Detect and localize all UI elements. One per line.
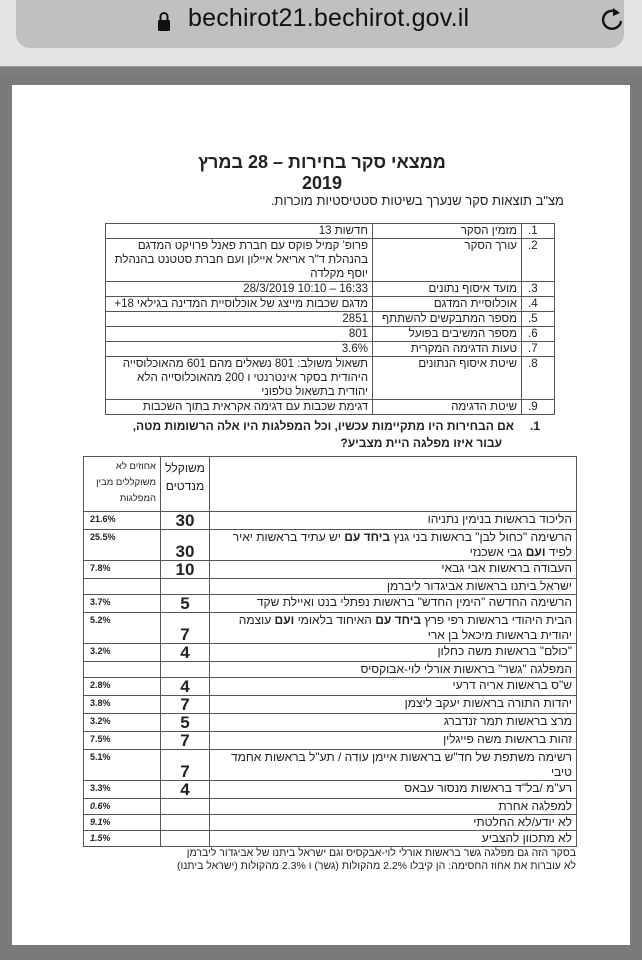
percent-value: 3.2% [84,714,161,732]
party-name-part: עוצמה יהודית בראשות מיכאל בן ארי [238,613,572,642]
percent-value: 5.1% [84,750,161,781]
percent-value: 7.5% [84,732,161,750]
info-value: 2851 [106,312,373,327]
seats-value: 4 [161,678,210,696]
percent-value: 3.3% [84,781,161,799]
party-name: רע"מ /בל"ד בראשות מנסור עבאס [210,781,577,799]
question-line-2: עבור איזו מפלגה היית מצביע? [340,436,502,450]
seats-value: 7 [161,696,210,714]
footnote-line-1: בסקר הזה גם מפלגה גשר בראשות אורלי לוי-אבקסיס וגם ישראל ביתנו של אביגדור ליברמן [186,847,576,859]
info-value: דגימת שכבות עם דגימה אקראית בתוך השכבות [106,400,373,415]
results-row [84,781,577,799]
percent-value: 0.6% [84,799,161,815]
info-label: מספר המתבקשים להשתתף [373,312,522,327]
info-num: 4. [522,297,555,312]
info-value: 801 [106,327,373,342]
info-value: פרופ' קמיל פוקס עם חברת פאנל פרויקט המדגם בהנהלת ד"ר אריאל איילון ועם חברת סטטנט בהנהלת יוסף מקלדה [106,239,373,282]
party-name: הליכוד בראשות בנימין נתניהו [210,512,577,530]
percent-value: 3.7% [84,595,161,613]
seats-value: 10 [161,561,210,579]
results-row [84,579,577,595]
question-line-1: אם הבחירות היו מתקיימות עכשיו, וכל המפלגות היו אלה הרשומות מטה, [132,419,514,433]
info-num: 8. [522,357,555,400]
info-label: שיטת איסוף הנתונים [373,357,522,400]
party-name-part: ביחד עם [344,530,391,544]
info-row [106,357,555,400]
seats-value: 7 [161,613,210,644]
info-label: אוכלוסיית המדגם [373,297,522,312]
info-label: מועד איסוף נתונים [373,282,522,297]
results-row [84,750,577,781]
info-row [106,327,555,342]
party-name [210,530,577,561]
info-num: 9. [522,400,555,415]
results-row [84,714,577,732]
seats-value: 7 [161,732,210,750]
viewer-frame-bottom [0,945,642,960]
info-row [106,224,555,239]
party-name: יהדות התורה בראשות יעקב ליצמן [210,696,577,714]
results-row [84,799,577,815]
info-num: 1. [522,224,555,239]
info-num: 6. [522,327,555,342]
seats-value: 5 [161,714,210,732]
party-name-part: יש עתיד בראשות יאיר לפיד [232,530,572,559]
info-label: מזמין הסקר [373,224,522,239]
percent-value: 3.2% [84,644,161,662]
percent-value: 3.8% [84,696,161,714]
info-row [106,282,555,297]
party-name-part: ביחד עם [375,613,422,627]
info-value: 16:33 – 10:10 28/3/2019 [106,282,373,297]
seats-value [161,662,210,678]
party-name: רשימה משתפת של חד"ש בראשות איימן עודה / תע"ל בראשות אחמד טיבי [210,750,577,781]
party-name-part: ועם [274,613,295,627]
party-name: זהות בראשות משה פייגלין [210,732,577,750]
results-row [84,678,577,696]
info-row [106,239,555,282]
info-value: מדגם שכבות מייצג של אוכלוסיית המדינה בגילאי 18+ [106,297,373,312]
lock-icon [157,10,171,32]
url-text[interactable]: bechirot21.bechirot.gov.il [188,4,470,32]
question-1 [133,418,540,452]
footnote [177,847,576,873]
seats-value: 4 [161,781,210,799]
party-name-part: ועם [525,545,546,559]
party-name-part: גבי אשכנזי [469,545,526,559]
party-name: מרצ בראשות תמר זנדברג [210,714,577,732]
party-name-part: האיחוד בלאומי [294,613,376,627]
results-row [84,512,577,530]
browser-toolbar [0,0,642,66]
page-title: ממצאי סקר בחירות – 28 במרץ 2019 [198,152,446,193]
info-label: עורך הסקר [373,239,522,282]
info-value: חדשות 13 [106,224,373,239]
seats-value: 30 [161,530,210,561]
results-header-row [84,457,577,512]
results-row [84,662,577,678]
party-name: הרשימה החדשה "הימין החדש" בראשות נפתלי בנט ואיילת שקד [210,595,577,613]
info-num: 7. [522,342,555,357]
percent-value: 5.2% [84,613,161,644]
results-row [84,815,577,831]
info-value: 3.6% [106,342,373,357]
party-name [210,613,577,644]
party-name: המפלגה "גשר" בראשות אורלי לוי-אבוקסיס [210,662,577,678]
percent-value: 25.5% [84,530,161,561]
info-label: מספר המשיבים בפועל [373,327,522,342]
info-row [106,297,555,312]
info-row [106,342,555,357]
results-row [84,613,577,644]
party-name-part: הרשימה "כחול לבן" בראשות בני גנץ [390,530,572,544]
document-page [12,85,630,945]
seats-value [161,799,210,815]
header-seats: משוקלל מנדטים [161,457,210,512]
info-row [106,400,555,415]
seats-value [161,831,210,847]
seats-value [161,815,210,831]
reload-icon[interactable] [598,4,628,34]
percent-value: 21.6% [84,512,161,530]
percent-value [84,579,161,595]
seats-value: 30 [161,512,210,530]
info-label: שיטת הדגימה [373,400,522,415]
viewer-frame [0,66,642,77]
seats-value: 4 [161,644,210,662]
results-row [84,696,577,714]
results-row [84,644,577,662]
results-row [84,595,577,613]
info-num: 2. [522,239,555,282]
info-row [106,312,555,327]
info-label: טעות הדגימה המקרית [373,342,522,357]
party-name: ש"ס בראשות אריה דרעי [210,678,577,696]
percent-value: 1.5% [84,831,161,847]
party-name: "כולם" בראשות משה כחלון [210,644,577,662]
results-row [84,530,577,561]
party-name: ישראל ביתנו בראשות אביגדור ליברמן [210,579,577,595]
footnote-line-2: לא עוברות את אחוז החסימה: הן קיבלו 2.2% מהקולות (גשר) ו 2.3% מהקולות (ישראל ביתנו) [177,860,576,872]
question-number: 1. [529,419,540,433]
percent-value: 7.8% [84,561,161,579]
info-value: תשאול משולב: 801 נשאלים מהם 601 מהאוכלוסייה היהודית בסקר אינטרנטי ו 200 מהאוכלוסייה הלא יהודית בתשאול טלפוני [106,357,373,400]
percent-value [84,662,161,678]
seats-value: 7 [161,750,210,781]
party-name: למפלגה אחרת [210,799,577,815]
page-subtitle: מצ"ב תוצאות סקר שנערך בשיטות סטטיסטיות מוכרות. [270,193,564,208]
percent-value: 9.1% [84,815,161,831]
party-name-part: הבית היהודי בראשות רפי פרץ [421,613,572,627]
results-row [84,732,577,750]
party-name: לא מתכוון להצביע [210,831,577,847]
info-num: 5. [522,312,555,327]
seats-value: 5 [161,595,210,613]
survey-info-table [105,223,555,415]
party-name: העבודה בראשות אבי גבאי [210,561,577,579]
percent-value: 2.8% [84,678,161,696]
address-bar[interactable] [16,0,624,48]
seats-value [161,579,210,595]
header-pct: אחוזים לא משוקללים מבין המפלגות [84,457,161,512]
info-num: 3. [522,282,555,297]
results-row [84,561,577,579]
party-name: לא יודע/לא החלטתי [210,815,577,831]
results-table [83,456,577,847]
results-row [84,831,577,847]
header-party [210,457,577,512]
